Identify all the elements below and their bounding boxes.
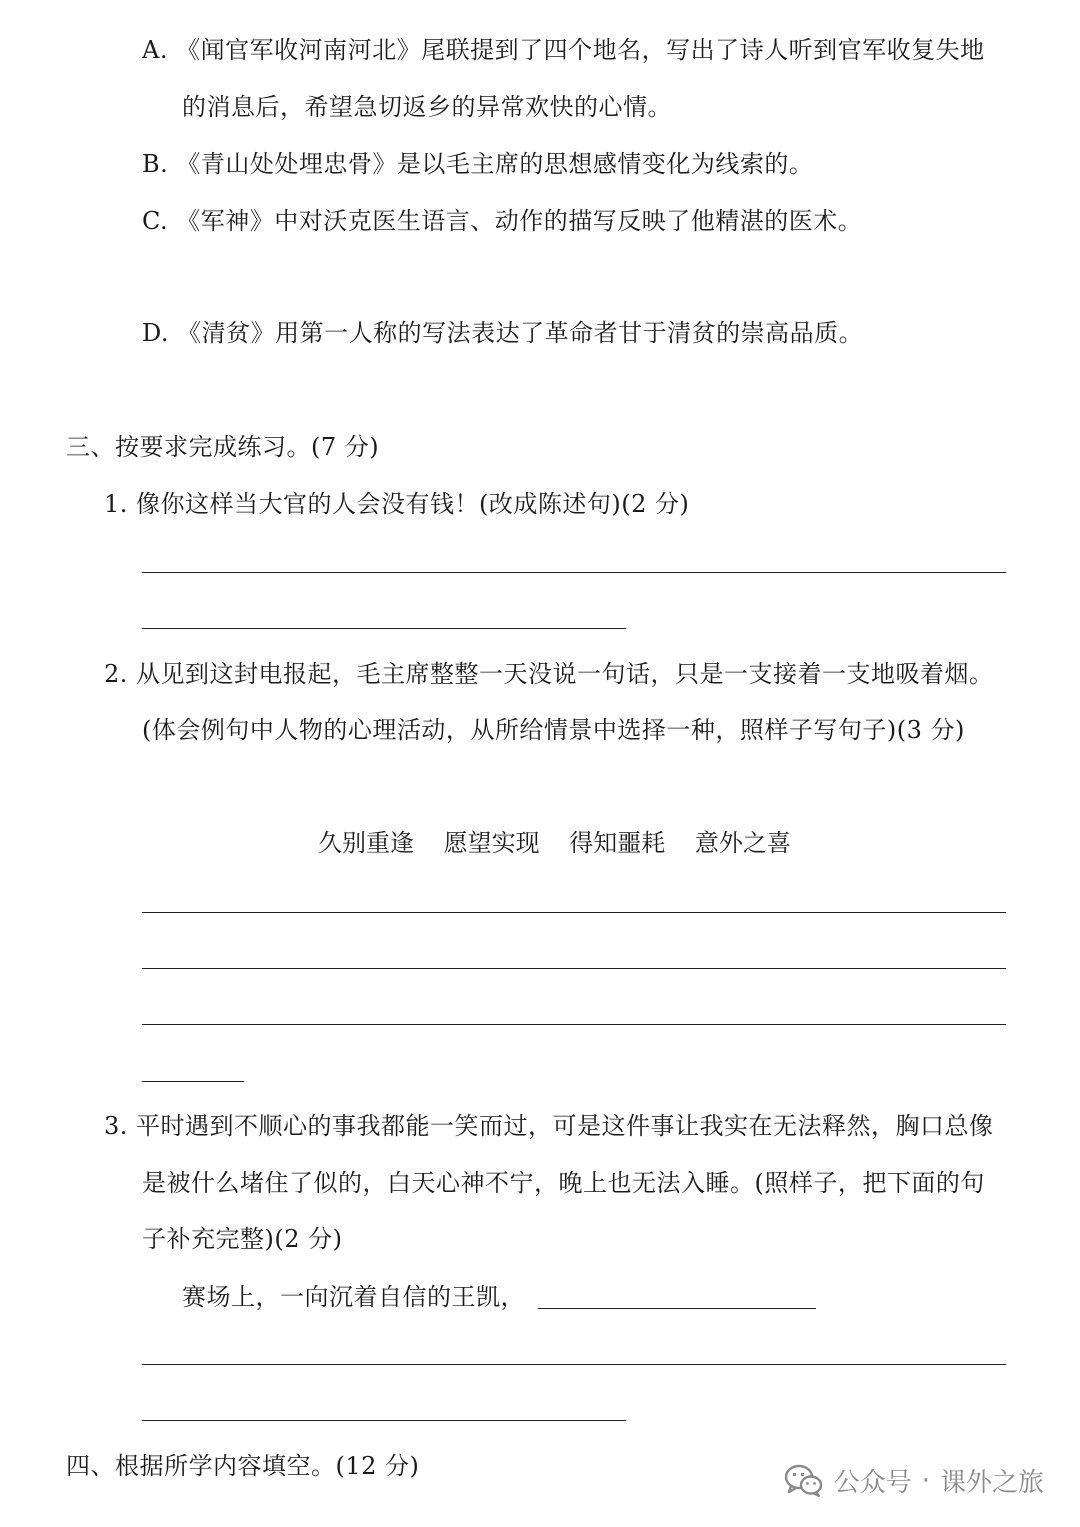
option-a-line1: A. 《闻官军收河南河北》尾联提到了四个地名，写出了诗人听到官军收复失地	[142, 36, 985, 64]
option-d: D. 《清贫》用第一人称的写法表达了革命者甘于清贫的崇高品质。	[142, 319, 864, 347]
answer-line-q3-inline[interactable]	[538, 1308, 816, 1309]
answer-line-q2-4[interactable]	[142, 1081, 244, 1082]
question-3-line2: 是被什么堵住了似的，白天心神不宁，晚上也无法入睡。(照样子，把下面的句	[142, 1169, 985, 1197]
question-2-line2: (体会例句中人物的心理活动，从所给情景中选择一种，照样子写句子)(3 分)	[142, 716, 965, 744]
scenario-option: 意外之喜	[694, 829, 791, 857]
option-a-line2: 的消息后，希望急切返乡的异常欢快的心情。	[182, 93, 672, 121]
answer-line-q3-2[interactable]	[142, 1420, 626, 1421]
question-1: 1. 像你这样当大官的人会没有钱！(改成陈述句)(2 分)	[104, 490, 690, 518]
scenario-options	[318, 827, 813, 859]
watermark	[784, 1462, 1044, 1499]
watermark-separator: ·	[921, 1465, 930, 1496]
section4-heading: 四、根据所学内容填空。(12 分)	[66, 1452, 420, 1480]
section3-heading: 三、按要求完成练习。(7 分)	[66, 433, 380, 461]
question-3-line3: 子补充完整)(2 分)	[142, 1225, 343, 1253]
question-3-prompt: 赛场上，一向沉着自信的王凯，	[182, 1283, 525, 1311]
option-c: C. 《军神》中对沃克医生语言、动作的描写反映了他精湛的医术。	[142, 207, 863, 235]
wechat-icon	[784, 1464, 824, 1498]
scenario-option: 久别重逢	[318, 829, 414, 857]
scenario-option: 愿望实现	[443, 829, 540, 857]
answer-line-q3-1[interactable]	[142, 1364, 1006, 1365]
question-3-line1: 3. 平时遇到不顺心的事我都能一笑而过，可是这件事让我实在无法释然，胸口总像	[104, 1112, 994, 1140]
scenario-option: 得知噩耗	[569, 829, 666, 857]
answer-line-q1-2[interactable]	[142, 628, 626, 629]
watermark-account-name: 课外之旅	[939, 1468, 1044, 1498]
watermark-label: 公众号	[833, 1468, 912, 1498]
answer-line-q2-1[interactable]	[142, 912, 1006, 913]
question-2-line1: 2. 从见到这封电报起，毛主席整整一天没说一句话，只是一支接着一支地吸着烟。	[104, 660, 994, 688]
answer-line-q2-3[interactable]	[142, 1024, 1006, 1025]
answer-line-q2-2[interactable]	[142, 968, 1006, 969]
option-b: B. 《青山处处埋忠骨》是以毛主席的思想感情变化为线索的。	[142, 150, 814, 178]
answer-line-q1-1[interactable]	[142, 572, 1006, 573]
